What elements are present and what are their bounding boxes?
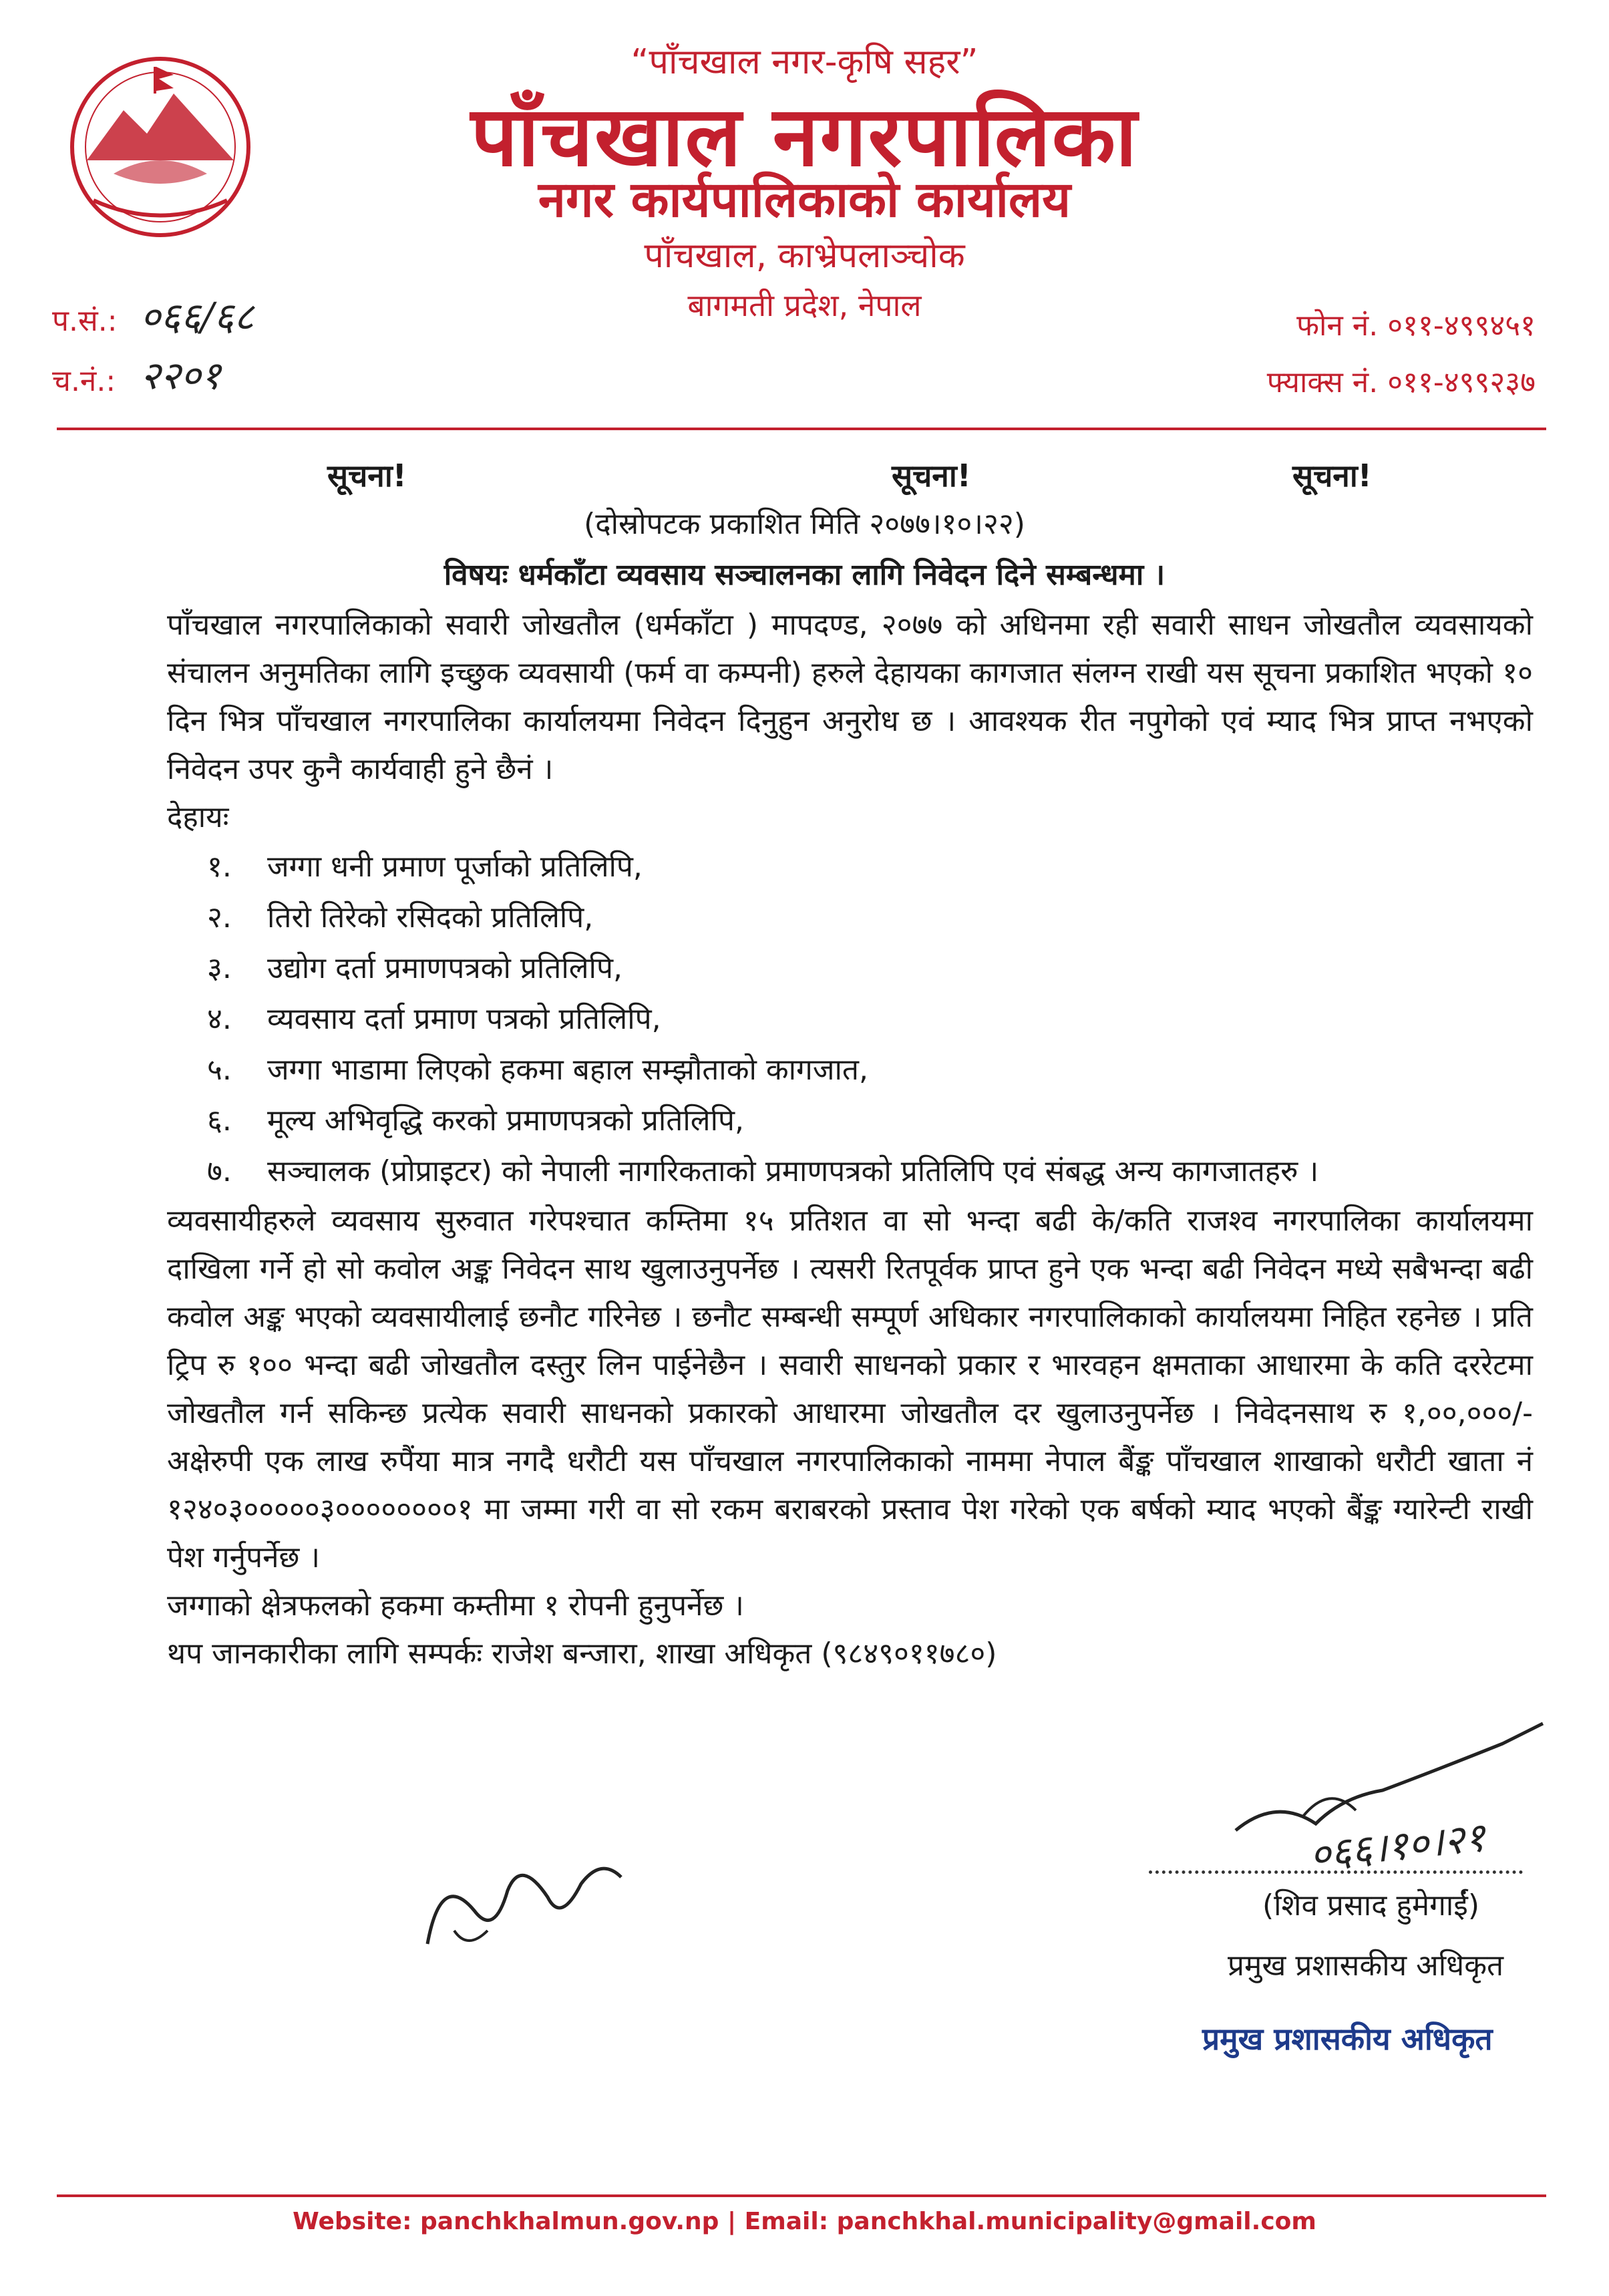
published-date: (दोस्रोपटक प्रकाशित मिति २०७७।१०।२२) [584,507,1025,541]
list-item: ६. मूल्य अभिवृद्धि करको प्रमाणपत्रको प्रतिलिपि, [207,1104,744,1138]
footer-divider [57,2194,1546,2197]
terms-paragraph: व्यवसायीहरुले व्यवसाय सुरुवात गरेपश्चात कम्तिमा १५ प्रतिशत वा सो भन्दा बढी के/कति राजश्व नगरपालिका कार्यालयमा दाखिला गर्ने हो सो कवोल अङ्क निवेदन साथ खुलाउनुपर्नेछ । त्यसरी रितपूर्वक प्राप्त हुने एक भन्दा बढी निवेदन मध्ये सबैभन्दा बढी कवोल अङ्क भएको व्यवसायीलाई छनौट गरिनेछ । छनौट सम्बन्धी सम्पूर्ण अधिकार नगरपालिकाको कार्यालयमा निहित रहनेछ । प्रति ट्रिप रु १०० भन्दा बढी जोखतौल दस्तुर लिन पाईनेछैन । सवारी साधनको प्रकार र भारवहन क्षमताका आधारमा के कति दररेटमा जोखतौल गर्न सकिन्छ प्रत्येक सवारी साधनको प्रकारको आधारमा जोखतौल दर खुलाउनुपर्नेछ । निवेदनसाथ रु १,००,०००/- अक्षेरुपी एक लाख रुपैंया मात्र नगदै धरौटी यस पाँचखाल नगरपालिकाको नाममा नेपाल बैंङ्क पाँचखाल शाखाको धरौटी खाता नं १२४०३०००००३००००००००१ मा जम्मा गरी वा सो रकम बराबरको प्रस्ताव पेश गरेको एक बर्षको म्याद भएको बैंङ्क ग्यारेन्टी राखी पेश गर्नुपर्नेछ । [167,1204,1533,1575]
notice-body [167,601,1533,1678]
list-item: ३. उद्योग दर्ता प्रमाणपत्रको प्रतिलिपि, [207,951,622,985]
signatory-name: (शिव प्रसाद हुमेगाईं) [1262,1889,1480,1923]
land-requirement: जग्गाको क्षेत्रफलको हकमा कम्तीमा १ रोपनी हुनुपर्नेछ । [167,1589,744,1623]
signatory-title: प्रमुख प्रशासकीय अधिकृत [1228,1949,1504,1983]
initials-signature [414,1830,635,1964]
official-stamp: प्रमुख प्रशासकीय अधिकृत [1202,2021,1493,2057]
header-divider [57,428,1546,430]
list-item: १. जग्गा धनी प्रमाण पूर्जाको प्रतिलिपि, [207,850,643,884]
list-item: ५. जग्गा भाडामा लिएको हकमा बहाल सम्झौताको कागजात, [207,1053,868,1087]
notice-title: सूचना! [327,458,407,494]
dispatch-number-label: च.नं.: [52,364,116,398]
phone-number: फोन नं. ०११-४९९४५१ [1296,309,1536,343]
intro-paragraph: पाँचखाल नगरपालिकाको सवारी जोखतौल (धर्मकाँटा ) मापदण्ड, २०७७ को अधिनमा रही सवारी साधन जोखतौल व्यवसायको संचालन अनुमतिका लागि इच्छुक व्यवसायी (फर्म वा कम्पनी) हरुले देहायका कागजात संलग्न राखी यस सूचना प्रकाशित भएको १० दिन भित्र पाँचखाल नगरपालिका कार्यालयमा निवेदन दिनुहुन अनुरोध छ । आवश्यक रीत नपुगेको एवं म्याद भित्र प्राप्त नभएको निवेदन उपर कुनै कार्यवाही हुने छैनं । [167,608,1533,786]
signature-date: ०६६।१०।२१ [1307,1814,1488,1879]
slogan: “पाँचखाल नगर-कृषि सहर” [631,42,978,82]
list-item: ४. व्यवसाय दर्ता प्रमाण पत्रको प्रतिलिपि, [207,1002,661,1036]
province-line: बागमती प्रदेश, नेपाल [687,287,922,323]
ref-number-label: प.सं.: [52,304,118,338]
signature-line [1149,1870,1523,1874]
dispatch-number-value: २२०१ [140,353,221,398]
office-name: नगर कार्यपालिकाको कार्यालय [538,171,1071,228]
requirements-list [167,842,1533,1197]
fax-number: फ्याक्स नं. ०११-४९९२३७ [1266,365,1536,399]
contact-line: थप जानकारीका लागि सम्पर्कः राजेश बन्जारा, शाखा अधिकृत (९८४९०११७८०) [167,1637,997,1671]
notice-title: सूचना! [892,458,971,494]
notice-title: सूचना! [1292,458,1372,494]
org-name: पाँचखाल नगरपालिका [470,89,1139,185]
list-item: ७. सञ्चालक (प्रोप्राइटर) को नेपाली नागरिकताको प्रमाणपत्रको प्रतिलिपि एवं संबद्ध अन्य कागजातहरु । [207,1154,1319,1188]
list-label: देहायः [167,800,229,834]
notice-subject: विषयः धर्मकाँटा व्यवसाय सञ्चालनका लागि निवेदन दिने सम्बन्धमा । [443,558,1166,592]
ref-number-value: ०६६/६८ [140,294,254,339]
list-item: २. तिरो तिरेको रसिदको प्रतिलिपि, [207,900,594,935]
address-line: पाँचखाल, काभ्रेपलाञ्चोक [644,236,965,276]
footer-contact: Website: panchkhalmun.gov.np | Email: panchkhal.municipality@gmail.com [293,2208,1316,2235]
